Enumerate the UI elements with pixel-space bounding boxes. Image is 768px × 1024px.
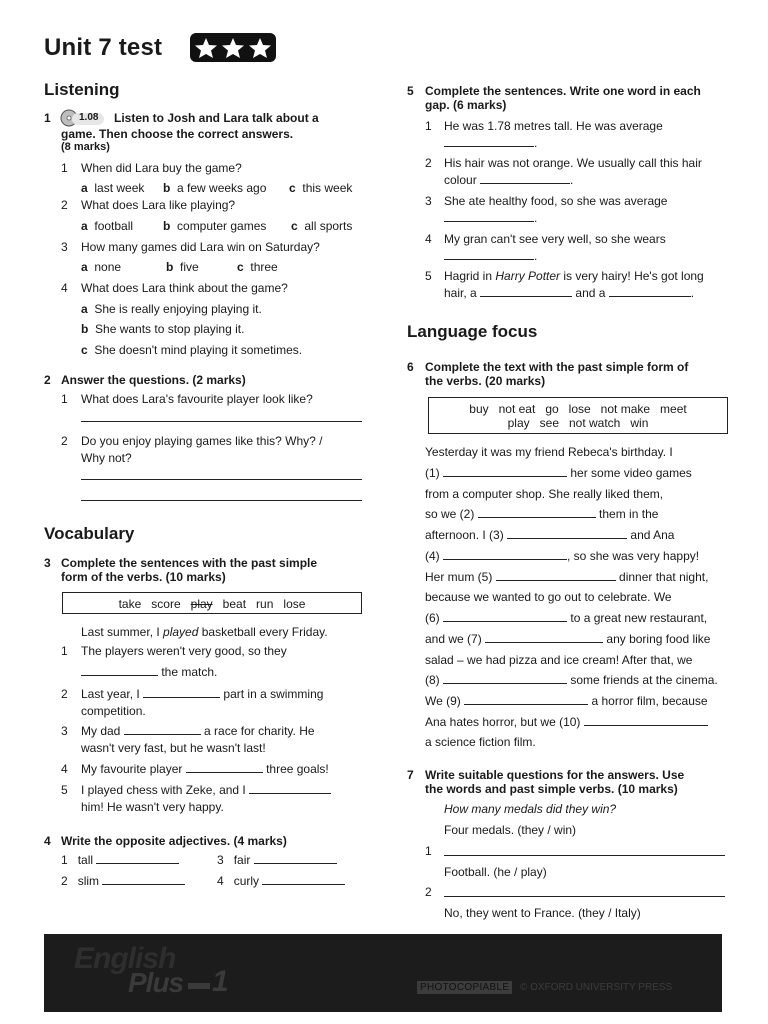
q6-text-line: Yesterday it was my friend Rebeca's birthday. I — [425, 445, 673, 459]
english-plus-logo-level: 1 — [212, 965, 229, 998]
q3-item-text: Last year, I part in a swimming — [81, 687, 324, 701]
q6-text-line: (1) her some video games — [425, 466, 692, 480]
q6-text-line: a science fiction film. — [425, 735, 536, 749]
q1-marks: (8 marks) — [61, 141, 110, 153]
gap-blank[interactable] — [444, 136, 534, 147]
q5-item-number: 2 — [425, 156, 432, 170]
q4-item: 4 curly — [217, 874, 345, 888]
page-title: Unit 7 test — [44, 34, 163, 61]
q5-item-text: His hair was not orange. We usually call this hair — [444, 156, 702, 170]
answer-line[interactable] — [444, 896, 725, 897]
logo-dash — [188, 983, 210, 989]
gap-blank[interactable] — [96, 853, 179, 864]
gap-blank[interactable] — [464, 694, 588, 705]
track-number: 1.08 — [79, 112, 99, 123]
q1-option: c all sports — [291, 219, 353, 233]
q3-item-number: 5 — [61, 783, 68, 797]
q3-item-number: 2 — [61, 687, 68, 701]
q5-item-number: 4 — [425, 232, 432, 246]
q1-option: c this week — [289, 181, 353, 195]
q2-instruction: Answer the questions. (2 marks) — [61, 373, 246, 387]
q2-item-number: 1 — [61, 392, 68, 406]
gap-blank[interactable] — [478, 507, 596, 518]
q6-instruction-line2: the verbs. (20 marks) — [425, 374, 546, 388]
english-plus-logo-english: English — [74, 942, 176, 975]
q1-item-number: 2 — [61, 198, 68, 212]
gap-blank[interactable] — [186, 762, 263, 773]
q1-item-number: 1 — [61, 161, 68, 175]
q1-item-question: When did Lara buy the game? — [81, 161, 242, 175]
q1-option: a She is really enjoying playing it. — [81, 302, 262, 316]
q6-text-line: Ana hates horror, but we (10) — [425, 715, 708, 729]
q1-item-question: How many games did Lara win on Saturday? — [81, 240, 320, 254]
gap-blank[interactable] — [262, 874, 345, 885]
gap-blank[interactable] — [81, 665, 158, 676]
q6-text-line: and we (7) any boring food like — [425, 632, 711, 646]
q6-text-line: so we (2) them in the — [425, 507, 659, 521]
q5-item-text: He was 1.78 metres tall. He was average — [444, 119, 663, 133]
verb-box-line2: play see not watch win — [507, 416, 649, 430]
english-plus-logo-plus: Plus — [128, 967, 184, 998]
gap-blank[interactable] — [443, 466, 567, 477]
answer-line[interactable] — [81, 479, 362, 480]
q6-text-line: from a computer shop. She really liked them, — [425, 487, 664, 501]
q7-example-answer: Four medals. (they / win) — [444, 823, 577, 837]
gap-blank[interactable] — [496, 570, 616, 581]
q1-option: b computer games — [163, 219, 267, 233]
q1-option: c three — [237, 260, 278, 274]
q2-item-question-line2: Why not? — [81, 451, 132, 465]
q5-item-gap: colour . — [444, 173, 574, 187]
q7-item-answer: Football. (he / play) — [444, 865, 547, 879]
gap-blank[interactable] — [443, 673, 567, 684]
three-stars-icon — [190, 33, 276, 62]
gap-blank[interactable] — [507, 528, 627, 539]
q1-number: 1 — [44, 111, 51, 125]
q5-item-number: 3 — [425, 194, 432, 208]
q3-item-text-cont: him! He wasn't very happy. — [81, 800, 224, 814]
q1-instruction-line1: Listen to Josh and Lara talk about a — [114, 111, 319, 125]
q3-instruction-line2: form of the verbs. (10 marks) — [61, 570, 226, 584]
q3-item-number: 4 — [61, 762, 68, 776]
language-focus-heading: Language focus — [407, 322, 538, 341]
gap-blank[interactable] — [485, 632, 603, 643]
q7-example-question: How many medals did they win? — [444, 802, 617, 816]
q5-item-gap: . — [444, 136, 537, 150]
q3-item-number: 1 — [61, 644, 68, 658]
q1-option: a football — [81, 219, 134, 233]
q3-item-text: My dad a race for charity. He — [81, 724, 315, 738]
q4-item: 2 slim — [61, 874, 185, 888]
gap-blank[interactable] — [609, 286, 691, 297]
q3-instruction-line1: Complete the sentences with the past simple — [61, 556, 318, 570]
gap-blank[interactable] — [143, 687, 220, 698]
gap-blank[interactable] — [249, 783, 331, 794]
q1-option: a none — [81, 260, 122, 274]
q7-number: 7 — [407, 768, 414, 782]
q1-option: b She wants to stop playing it. — [81, 322, 245, 336]
listening-heading: Listening — [44, 80, 120, 99]
q5-item-gap: . — [444, 211, 537, 225]
q4-instruction: Write the opposite adjectives. (4 marks) — [61, 834, 287, 848]
q2-number: 2 — [44, 373, 51, 387]
q5-item-gap: . — [444, 249, 537, 263]
q6-text-line: (6) to a great new restaurant, — [425, 611, 708, 625]
q1-item-number: 4 — [61, 281, 68, 295]
q2-item-number: 2 — [61, 434, 68, 448]
answer-line[interactable] — [81, 421, 362, 422]
q7-item-number: 1 — [425, 844, 432, 858]
q3-number: 3 — [44, 556, 51, 570]
word-box-words: take score play beat run lose — [118, 597, 306, 611]
q1-option: c She doesn't mind playing it sometimes. — [81, 343, 303, 357]
q7-item-number: 2 — [425, 885, 432, 899]
gap-blank[interactable] — [102, 874, 185, 885]
q3-item-text: My favourite player three goals! — [81, 762, 329, 776]
q7-instruction-line1: Write suitable questions for the answers. Use — [425, 768, 685, 782]
q1-item-question: What does Lara think about the game? — [81, 281, 288, 295]
q6-text-line: (8) some friends at the cinema. — [425, 673, 718, 687]
q1-item-question: What does Lara like playing? — [81, 198, 236, 212]
q1-option: b a few weeks ago — [163, 181, 267, 195]
q3-item-gap: the match. — [81, 665, 217, 679]
q5-item-number: 5 — [425, 269, 432, 283]
q6-text-line: because we wanted to go out to celebrate. We — [425, 590, 672, 604]
q3-item-text: I played chess with Zeke, and I — [81, 783, 331, 797]
q7-item-answer: No, they went to France. (they / Italy) — [444, 906, 641, 920]
q2-item-question: What does Lara's favourite player look like? — [81, 392, 313, 406]
q4-item: 3 fair — [217, 853, 337, 867]
q5-item-text: She ate healthy food, so she was average — [444, 194, 668, 208]
gap-blank[interactable] — [443, 611, 567, 622]
gap-blank[interactable] — [444, 249, 534, 260]
q5-instruction-line1: Complete the sentences. Write one word in each — [425, 84, 701, 98]
gap-blank[interactable] — [480, 173, 570, 184]
verb-box-line1: buy not eat go lose not make meet — [469, 402, 687, 416]
q3-item-text: The players weren't very good, so they — [81, 644, 287, 658]
q6-instruction-line1: Complete the text with the past simple form of — [425, 360, 689, 374]
vocabulary-heading: Vocabulary — [44, 524, 135, 543]
q4-number: 4 — [44, 834, 51, 848]
q6-number: 6 — [407, 360, 414, 374]
q1-instruction-line2: game. Then choose the correct answers. — [61, 127, 294, 141]
gap-blank[interactable] — [124, 724, 201, 735]
q3-item-number: 3 — [61, 724, 68, 738]
q6-text-line: afternoon. I (3) and Ana — [425, 528, 675, 542]
gap-blank[interactable] — [584, 715, 708, 726]
q5-item-text: My gran can't see very well, so she wears — [444, 232, 666, 246]
gap-blank[interactable] — [444, 211, 534, 222]
photocopiable-label: PHOTOCOPIABLE — [417, 981, 512, 994]
q5-item-gap: hair, a and a . — [444, 286, 695, 300]
answer-line[interactable] — [81, 500, 362, 501]
publisher-credit: © OXFORD UNIVERSITY PRESS — [520, 982, 673, 993]
q5-item-text: Hagrid in Harry Potter is very hairy! He's got long — [444, 269, 704, 283]
q3-item-text-cont: wasn't very fast, but he wasn't last! — [81, 741, 266, 755]
gap-blank[interactable] — [480, 286, 572, 297]
q5-number: 5 — [407, 84, 414, 98]
q6-text-line: (4) , so she was very happy! — [425, 549, 700, 563]
q6-text-line: Her mum (5) dinner that night, — [425, 570, 709, 584]
q3-example: Last summer, I played basketball every Friday. — [81, 625, 328, 639]
q5-instruction-line2: gap. (6 marks) — [425, 98, 507, 112]
q1-option: a last week — [81, 181, 145, 195]
answer-line[interactable] — [444, 855, 725, 856]
q2-item-question-line1: Do you enjoy playing games like this? Why? / — [81, 434, 323, 448]
q4-item: 1 tall — [61, 853, 179, 867]
gap-blank[interactable] — [443, 549, 567, 560]
q3-item-text-cont: competition. — [81, 704, 146, 718]
q5-item-number: 1 — [425, 119, 432, 133]
gap-blank[interactable] — [254, 853, 337, 864]
q6-text-line: salad – we had pizza and ice cream! After that, we — [425, 653, 693, 667]
q1-option: b five — [166, 260, 199, 274]
q6-text-line: We (9) a horror film, because — [425, 694, 708, 708]
q1-item-number: 3 — [61, 240, 68, 254]
q7-instruction-line2: the words and past simple verbs. (10 marks) — [425, 782, 678, 796]
